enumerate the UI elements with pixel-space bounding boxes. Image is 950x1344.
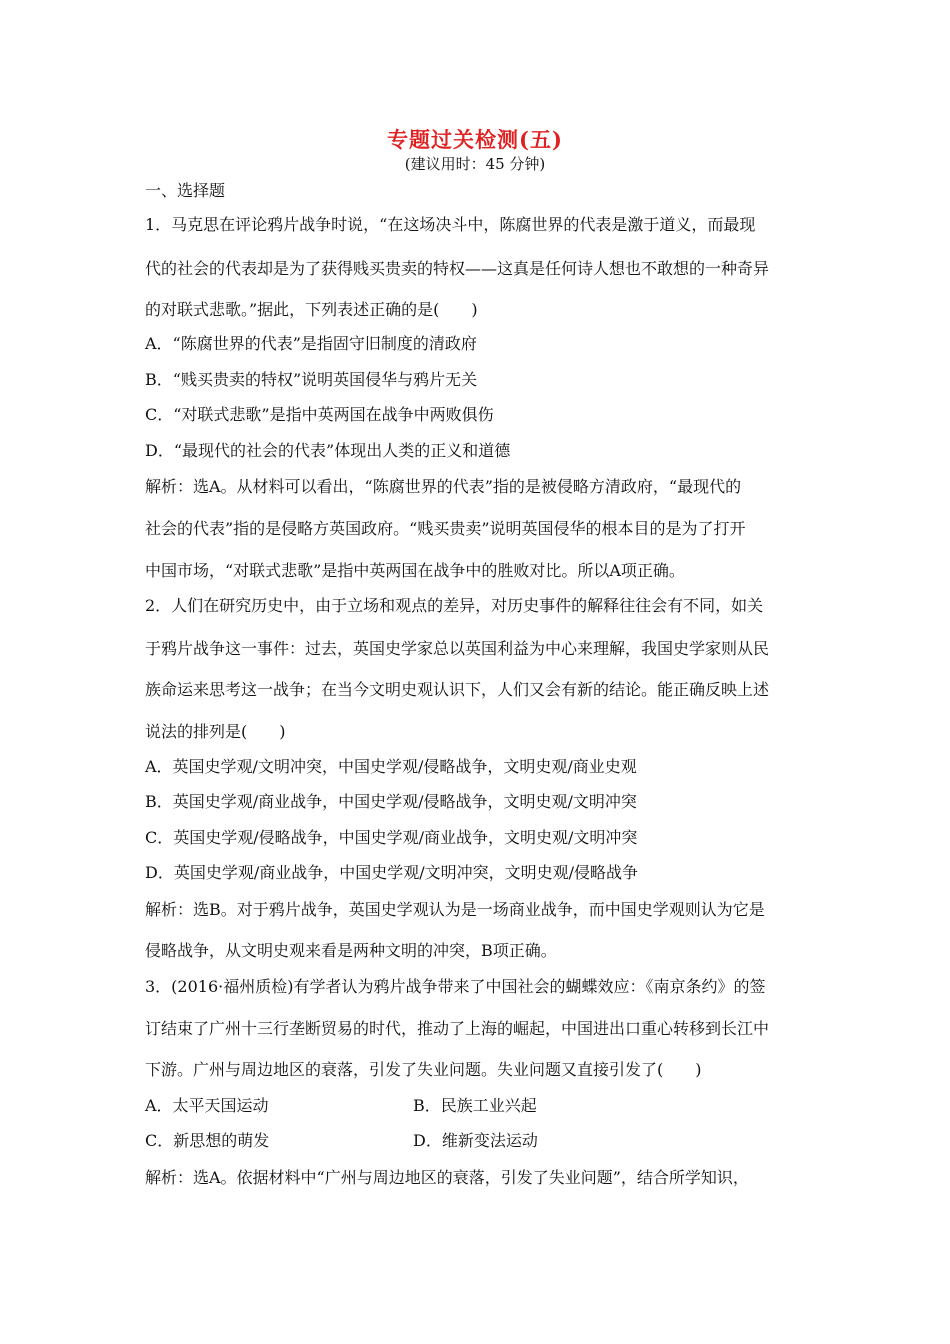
- page-title: 专题过关检测(五): [387, 127, 563, 152]
- q1-option-b: B．“贱买贵卖的特权”说明英国侵华与鸦片无关: [145, 370, 478, 389]
- q3-analysis-line-1: 解析：选A。依据材料中“广州与周边地区的衰落，引发了失业问题”，结合所学知识，: [145, 1168, 749, 1187]
- q2-analysis-line-2: 侵略战争，从文明史观来看是两种文明的冲突，B项正确。: [145, 941, 557, 960]
- q2-analysis-line-1: 解析：选B。对于鸦片战争，英国史学观认为是一场商业战争，而中国史学观则认为它是: [145, 900, 765, 919]
- q1-stem-line-3: 的对联式悲歌。”据此，下列表述正确的是( ): [145, 300, 478, 319]
- q2-option-d: D．英国史学观/商业战争，中国史学观/文明冲突，文明史观/侵略战争: [145, 863, 639, 882]
- q2-option-b: B．英国史学观/商业战争，中国史学观/侵略战争，文明史观/文明冲突: [145, 792, 637, 811]
- q2-stem-line-4: 说法的排列是( ): [145, 722, 286, 741]
- q3-option-c: C．新思想的萌发: [145, 1131, 270, 1150]
- q2-stem-line-2: 于鸦片战争这一事件：过去，英国史学家总以英国利益为中心来理解，我国史学家则从民: [145, 639, 770, 658]
- q3-stem-line-3: 下游。广州与周边地区的衰落，引发了失业问题。失业问题又直接引发了( ): [145, 1060, 702, 1079]
- q1-stem-line-2: 代的社会的代表却是为了获得贱买贵卖的特权——这真是任何诗人想也不敢想的一种奇异: [145, 259, 770, 278]
- q3-option-b: B．民族工业兴起: [413, 1096, 537, 1115]
- q3-option-d: D．维新变法运动: [413, 1131, 538, 1150]
- q3-stem-line-2: 订结束了广州十三行垄断贸易的时代，推动了上海的崛起，中国进出口重心转移到长江中: [145, 1019, 770, 1038]
- q3-stem-line-1: 3．(2016·福州质检)有学者认为鸦片战争带来了中国社会的蝴蝶效应：《南京条约》的签: [145, 977, 766, 996]
- page-subtitle: (建议用时：45 分钟): [404, 155, 546, 173]
- q2-option-a: A．英国史学观/文明冲突，中国史学观/侵略战争，文明史观/商业史观: [145, 757, 637, 776]
- q1-option-c: C．“对联式悲歌”是指中英两国在战争中两败俱伤: [145, 405, 494, 424]
- section-heading: 一、选择题: [145, 181, 226, 200]
- q1-stem-line-1: 1．马克思在评论鸦片战争时说，“在这场决斗中，陈腐世界的代表是激于道义，而最现: [145, 215, 756, 234]
- q1-option-d: D．“最现代的社会的代表”体现出人类的正义和道德: [145, 441, 511, 460]
- q3-option-a: A．太平天国运动: [145, 1096, 269, 1115]
- q2-stem-line-3: 族命运来思考这一战争；在当今文明史观认识下，人们又会有新的结论。能正确反映上述: [145, 680, 770, 699]
- q1-option-a: A．“陈腐世界的代表”是指固守旧制度的清政府: [145, 334, 477, 353]
- q1-analysis-line-2: 社会的代表”指的是侵略方英国政府。“贱买贵卖”说明英国侵华的根本目的是为了打开: [145, 519, 746, 538]
- q1-analysis-line-3: 中国市场，“对联式悲歌”是指中英两国在战争中的胜败对比。所以A项正确。: [145, 561, 685, 580]
- q2-stem-line-1: 2．人们在研究历史中，由于立场和观点的差异，对历史事件的解释往往会有不同，如关: [145, 596, 764, 615]
- q2-option-c: C．英国史学观/侵略战争，中国史学观/商业战争，文明史观/文明冲突: [145, 828, 638, 847]
- q1-analysis-line-1: 解析：选A。从材料可以看出，“陈腐世界的代表”指的是被侵略方清政府，“最现代的: [145, 477, 742, 496]
